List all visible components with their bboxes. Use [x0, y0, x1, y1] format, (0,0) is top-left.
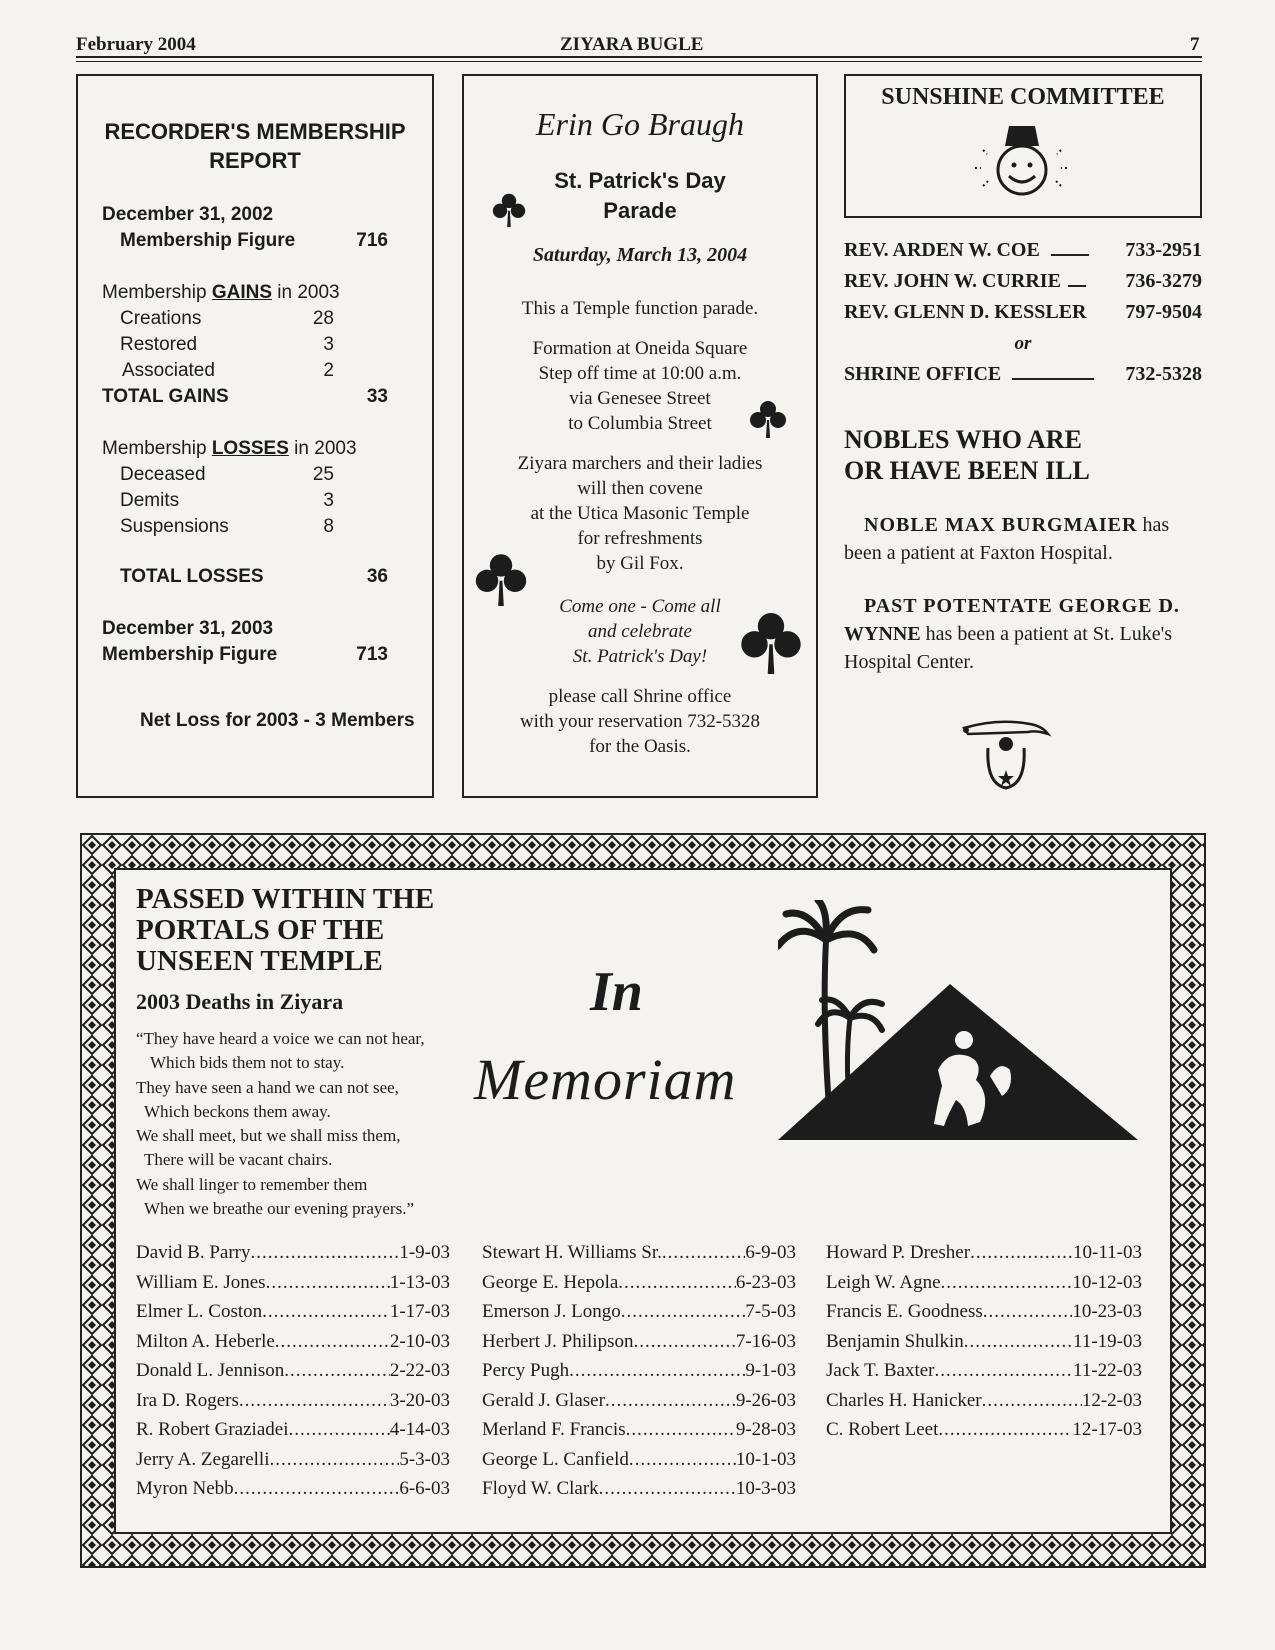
recorder-title-line2: REPORT — [209, 148, 301, 173]
contact-name: REV. JOHN W. CURRIE — [844, 270, 1061, 292]
gain-label: Associated — [122, 360, 215, 381]
parade-line: Ziyara marchers and their ladies — [517, 453, 763, 474]
death-entry — [826, 1268, 1142, 1298]
losses-word: LOSSES — [211, 438, 289, 459]
death-name: Jerry A. Zegarelli — [136, 1448, 270, 1470]
parade-line: please call Shrine office — [548, 686, 732, 707]
death-name: George E. Hepola — [482, 1271, 619, 1293]
death-date: 4-14-03 — [389, 1419, 450, 1440]
parade-line: and celebrate — [588, 621, 692, 642]
death-name: Herbert J. Philipson — [482, 1330, 634, 1352]
ill-heading-line2: OR HAVE BEEN ILL — [844, 456, 1090, 485]
net-loss: Net Loss for 2003 - 3 Members — [140, 710, 415, 731]
total-losses-label: TOTAL LOSSES — [120, 566, 264, 587]
death-name: Elmer L. Coston — [136, 1301, 263, 1322]
poem-line: There will be vacant chairs. — [144, 1150, 333, 1170]
gains-prefix: Membership — [102, 282, 212, 303]
death-date: 10-23-03 — [1072, 1301, 1142, 1322]
parade-line: at the Utica Masonic Temple — [530, 503, 750, 524]
gains-word: GAINS — [211, 282, 273, 303]
death-entry — [482, 1356, 796, 1386]
loss-value: 25 — [312, 464, 334, 485]
death-date: 1-17-03 — [389, 1301, 450, 1322]
total-gains-label: TOTAL GAINS — [102, 386, 229, 407]
death-entry — [482, 1445, 796, 1475]
death-date: 6-23-03 — [735, 1271, 796, 1293]
gains-heading — [102, 282, 340, 304]
header-title: ZIYARA BUGLE — [560, 34, 704, 55]
memoriam-poem — [136, 1027, 425, 1221]
start-date: December 31, 2002 — [102, 204, 274, 225]
death-entry — [136, 1268, 450, 1298]
parade-line: Step off time at 10:00 a.m. — [538, 363, 742, 384]
shrine-emblem-icon — [958, 714, 1054, 794]
total-losses-value: 36 — [366, 566, 388, 587]
death-entry — [136, 1474, 450, 1504]
death-entry — [826, 1238, 1142, 1268]
leader-line — [1051, 240, 1089, 256]
death-entry — [136, 1445, 450, 1475]
recorder-report-box — [76, 74, 434, 798]
death-name: Ira D. Rogers — [136, 1389, 239, 1411]
death-name: Stewart H. Williams Sr. — [482, 1242, 662, 1263]
script-in: In — [590, 961, 643, 1023]
death-name: David B. Parry — [136, 1242, 251, 1263]
death-entry — [482, 1327, 796, 1357]
office-name: SHRINE OFFICE — [844, 363, 1002, 385]
parade-line: with your reservation 732-5328 — [519, 711, 761, 732]
death-entry — [136, 1297, 450, 1327]
death-date: 11-22-03 — [1073, 1360, 1142, 1381]
office-row — [844, 363, 1202, 386]
contact-row — [844, 239, 1202, 262]
death-name: Charles H. Hanicker — [826, 1389, 982, 1411]
parade-title-line2: Parade — [603, 198, 677, 223]
death-date: 9-26-03 — [735, 1389, 796, 1411]
parade-line: via Genesee Street — [569, 388, 711, 409]
contact-name: REV. ARDEN W. COE — [844, 239, 1040, 261]
ill-entry-2-name: WYNNE — [844, 623, 921, 645]
loss-label: Deceased — [120, 464, 206, 485]
death-date: 3-20-03 — [389, 1389, 450, 1411]
death-date: 7-5-03 — [745, 1301, 796, 1322]
or-separator: or — [1014, 333, 1032, 354]
parade-line: to Columbia Street — [568, 413, 712, 434]
death-date: 10-3-03 — [735, 1478, 796, 1499]
death-entry — [136, 1386, 450, 1416]
parade-line: Formation at Oneida Square — [532, 338, 748, 359]
death-date: 1-13-03 — [389, 1271, 450, 1293]
death-entry — [482, 1238, 796, 1268]
death-name: Francis E. Goodness — [826, 1301, 983, 1322]
poem-line: When we breathe our evening prayers.” — [144, 1199, 414, 1219]
death-entry — [136, 1356, 450, 1386]
memoriam-subheading: 2003 Deaths in Ziyara — [136, 989, 344, 1014]
gain-label: Restored — [120, 334, 198, 355]
poem-line: Which beckons them away. — [144, 1101, 331, 1121]
death-date: 1-9-03 — [399, 1242, 450, 1263]
ill-heading-line1: NOBLES WHO ARE — [844, 425, 1082, 454]
gain-value: 28 — [312, 308, 334, 329]
death-name: Jack T. Baxter — [826, 1360, 935, 1381]
death-name: William E. Jones — [136, 1271, 266, 1293]
poem-line: “They have heard a voice we can not hear, — [136, 1029, 425, 1048]
poem-line: They have seen a hand we can not see, — [136, 1077, 399, 1097]
ill-entry-2-line1: PAST POTENTATE GEORGE D. — [864, 595, 1180, 617]
header-rule-thin — [76, 61, 1202, 62]
memoriam-heading-line: PASSED WITHIN THE — [136, 883, 435, 915]
death-name: C. Robert Leet — [826, 1419, 939, 1440]
office-phone: 732-5328 — [1125, 363, 1202, 385]
death-name: Floyd W. Clark — [482, 1478, 599, 1499]
death-entry — [136, 1327, 450, 1357]
death-entry — [482, 1474, 796, 1504]
start-label: Membership Figure — [120, 230, 296, 251]
loss-value: 3 — [323, 490, 334, 511]
death-date: 6-6-03 — [399, 1478, 450, 1499]
deaths-column-1 — [136, 1238, 450, 1504]
deaths-column-3 — [826, 1238, 1142, 1445]
death-date: 11-19-03 — [1073, 1330, 1142, 1352]
memoriam-heading-line: PORTALS OF THE — [136, 914, 385, 946]
death-entry — [826, 1386, 1142, 1416]
parade-heading: Erin Go Braugh — [536, 106, 744, 142]
contact-phone: 733-2951 — [1125, 239, 1202, 261]
death-date: 12-2-03 — [1081, 1389, 1142, 1411]
leader-line — [1068, 271, 1086, 287]
gains-suffix: in 2003 — [272, 282, 340, 303]
header-date: February 2004 — [76, 34, 196, 55]
header-rule — [76, 56, 1202, 58]
death-date: 5-3-03 — [399, 1448, 450, 1470]
shamrock-icon — [490, 191, 528, 227]
death-entry — [826, 1327, 1142, 1357]
loss-label: Demits — [120, 490, 180, 511]
death-date: 10-12-03 — [1072, 1271, 1142, 1293]
parade-title-line1: St. Patrick's Day — [554, 168, 726, 193]
start-value: 716 — [356, 230, 388, 251]
parade-line: for the Oasis. — [589, 736, 691, 757]
ill-entry-1-rest: has — [1137, 514, 1170, 536]
death-entry — [826, 1356, 1142, 1386]
death-name: Emerson J. Longo — [482, 1301, 621, 1322]
parade-text-1: This a Temple function parade. — [521, 298, 759, 319]
death-name: Milton A. Heberle — [136, 1330, 275, 1352]
ill-entry-1-line2: been a patient at Faxton Hospital. — [844, 542, 1113, 564]
contact-row — [844, 270, 1202, 293]
recorder-title-line1: RECORDER'S MEMBERSHIP — [104, 119, 406, 144]
sunshine-title: SUNSHINE COMMITTEE — [881, 84, 1165, 110]
death-date: 6-9-03 — [745, 1242, 796, 1263]
shamrock-icon — [738, 608, 804, 674]
page-number: 7 — [1190, 34, 1200, 55]
losses-heading — [102, 438, 357, 460]
ill-entry-1-line1 — [864, 514, 1169, 537]
death-date: 2-22-03 — [389, 1360, 450, 1381]
shamrock-icon — [748, 398, 788, 438]
gain-value: 3 — [323, 334, 334, 355]
contact-row — [844, 301, 1202, 324]
memoriam-heading-line: UNSEEN TEMPLE — [136, 945, 383, 977]
deaths-column-2 — [482, 1238, 796, 1504]
losses-suffix: in 2003 — [288, 438, 357, 459]
loss-label: Suspensions — [120, 516, 229, 537]
death-date: 10-11-03 — [1073, 1242, 1142, 1263]
loss-value: 8 — [323, 516, 334, 537]
death-entry — [826, 1297, 1142, 1327]
death-name: Percy Pugh — [482, 1360, 570, 1381]
death-date: 2-10-03 — [389, 1330, 450, 1352]
death-name: Benjamin Shulkin — [826, 1330, 964, 1352]
death-entry — [482, 1386, 796, 1416]
death-name: R. Robert Graziadei — [136, 1419, 289, 1440]
end-date: December 31, 2003 — [102, 618, 274, 639]
death-date: 10-1-03 — [735, 1448, 796, 1470]
contact-phone: 736-3279 — [1125, 270, 1202, 292]
death-entry — [482, 1297, 796, 1327]
death-date: 9-28-03 — [735, 1419, 796, 1440]
death-entry — [482, 1415, 796, 1445]
death-entry — [136, 1238, 450, 1268]
poem-line: We shall linger to remember them — [136, 1174, 368, 1194]
death-name: Gerald J. Glaser — [482, 1389, 605, 1411]
death-name: Myron Nebb — [136, 1478, 234, 1499]
poem-line: We shall meet, but we shall miss them, — [136, 1126, 401, 1146]
parade-line: Come one - Come all — [559, 596, 721, 617]
memoriam-heading — [136, 884, 434, 977]
parade-date: Saturday, March 13, 2004 — [532, 244, 748, 266]
death-date: 12-17-03 — [1072, 1419, 1142, 1440]
contact-phone: 797-9504 — [1125, 301, 1202, 323]
ill-entry-2-line3: Hospital Center. — [844, 651, 974, 673]
gain-label: Creations — [120, 308, 202, 329]
parade-line: will then covene — [577, 478, 703, 499]
death-entry — [482, 1268, 796, 1298]
death-date: 9-1-03 — [745, 1360, 796, 1381]
pyramid-scene — [778, 900, 1158, 1190]
death-name: Howard P. Dresher — [826, 1242, 971, 1263]
script-memoriam: Memoriam — [474, 1047, 737, 1112]
losses-prefix: Membership — [102, 438, 212, 459]
gain-value: 2 — [323, 360, 334, 381]
ill-entry-2-rest: has been a patient at St. Luke's — [920, 623, 1172, 645]
death-date: 7-16-03 — [735, 1330, 796, 1352]
parade-line: by Gil Fox. — [596, 553, 684, 574]
ill-entry-2-line2 — [844, 623, 1172, 646]
end-value: 713 — [356, 644, 388, 665]
sunshine-box — [844, 74, 1202, 218]
parade-line: for refreshments — [577, 528, 703, 549]
shamrock-icon — [473, 550, 529, 606]
death-name: Leigh W. Agne — [826, 1271, 941, 1293]
leader-line — [1012, 364, 1094, 380]
contact-name: REV. GLENN D. KESSLER — [844, 301, 1087, 323]
ill-entry-1-name: NOBLE MAX BURGMAIER — [864, 514, 1138, 536]
death-name: George L. Canfield — [482, 1448, 629, 1470]
death-entry — [826, 1415, 1142, 1445]
total-gains-value: 33 — [366, 386, 388, 407]
fez-smiley-icon — [961, 120, 1081, 210]
death-entry — [136, 1415, 450, 1445]
end-label: Membership Figure — [102, 644, 278, 665]
poem-line: Which bids them not to stay. — [150, 1053, 345, 1073]
death-name: Donald L. Jennison — [136, 1360, 285, 1381]
parade-line: St. Patrick's Day! — [572, 646, 708, 667]
death-name: Merland F. Francis — [482, 1419, 626, 1440]
